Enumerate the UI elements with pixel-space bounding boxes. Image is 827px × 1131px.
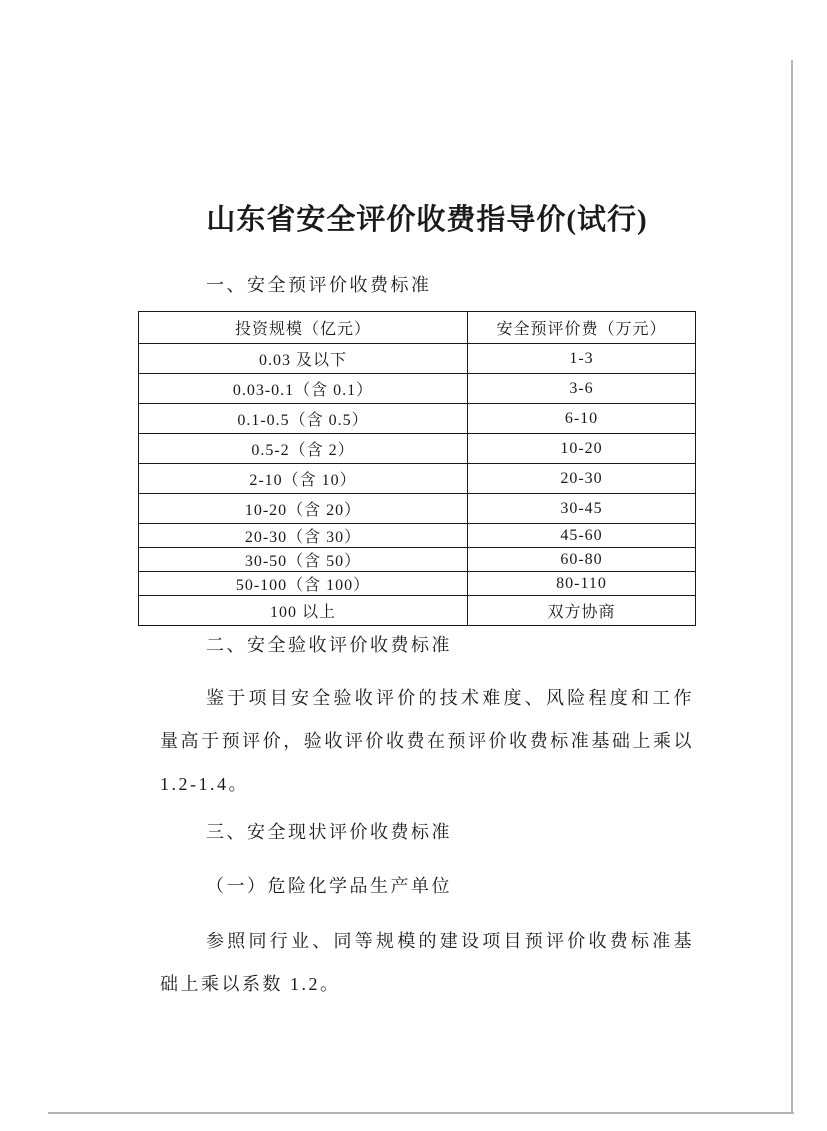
table-row bbox=[139, 596, 696, 626]
scale-cell: 100 以上 bbox=[139, 596, 468, 626]
table-row bbox=[139, 344, 696, 374]
scale-cell: 50-100（含 100） bbox=[139, 572, 468, 596]
table-header-row bbox=[139, 312, 696, 344]
col-header-pre-evaluation-fee: 安全预评价费（万元） bbox=[468, 312, 696, 344]
fee-cell: 45-60 bbox=[468, 524, 696, 548]
scale-cell: 0.03 及以下 bbox=[139, 344, 468, 374]
fee-cell: 30-45 bbox=[468, 494, 696, 524]
fee-cell: 20-30 bbox=[468, 464, 696, 494]
fee-cell: 3-6 bbox=[468, 374, 696, 404]
fee-cell: 60-80 bbox=[468, 548, 696, 572]
section3-subheading: （一）危险化学品生产单位 bbox=[206, 876, 452, 896]
fee-cell: 6-10 bbox=[468, 404, 696, 434]
scale-cell: 0.1-0.5（含 0.5） bbox=[139, 404, 468, 434]
table-row bbox=[139, 434, 696, 464]
table-row bbox=[139, 374, 696, 404]
scale-cell: 30-50（含 50） bbox=[139, 548, 468, 572]
section2-paragraph: 鉴于项目安全验收评价的技术难度、风险程度和工作量高于预评价，验收评价收费在预评价收费标准基础上乘以1.2-1.4。 bbox=[160, 688, 694, 794]
scale-cell: 0.5-2（含 2） bbox=[139, 434, 468, 464]
fee-cell: 1-3 bbox=[468, 344, 696, 374]
fee-cell: 10-20 bbox=[468, 434, 696, 464]
col-header-investment-scale: 投资规模（亿元） bbox=[139, 312, 468, 344]
scale-cell: 0.03-0.1（含 0.1） bbox=[139, 374, 468, 404]
pre-evaluation-fee-table bbox=[138, 311, 696, 626]
table-row bbox=[139, 494, 696, 524]
table-row bbox=[139, 572, 696, 596]
table-row bbox=[139, 524, 696, 548]
section1-heading: 一、安全预评价收费标准 bbox=[206, 275, 432, 295]
fee-cell: 双方协商 bbox=[468, 596, 696, 626]
table-row bbox=[139, 404, 696, 434]
page-edge-bottom bbox=[48, 1112, 794, 1114]
table-row bbox=[139, 464, 696, 494]
section3-heading: 三、安全现状评价收费标准 bbox=[206, 822, 452, 842]
scale-cell: 2-10（含 10） bbox=[139, 464, 468, 494]
page-title: 山东省安全评价收费指导价(试行) bbox=[206, 204, 648, 236]
fee-cell: 80-110 bbox=[468, 572, 696, 596]
scale-cell: 20-30（含 30） bbox=[139, 524, 468, 548]
table-row bbox=[139, 548, 696, 572]
page-edge-right bbox=[791, 60, 793, 1114]
scale-cell: 10-20（含 20） bbox=[139, 494, 468, 524]
section2-heading: 二、安全验收评价收费标准 bbox=[206, 635, 452, 655]
section3-paragraph: 参照同行业、同等规模的建设项目预评价收费标准基础上乘以系数 1.2。 bbox=[160, 931, 694, 994]
